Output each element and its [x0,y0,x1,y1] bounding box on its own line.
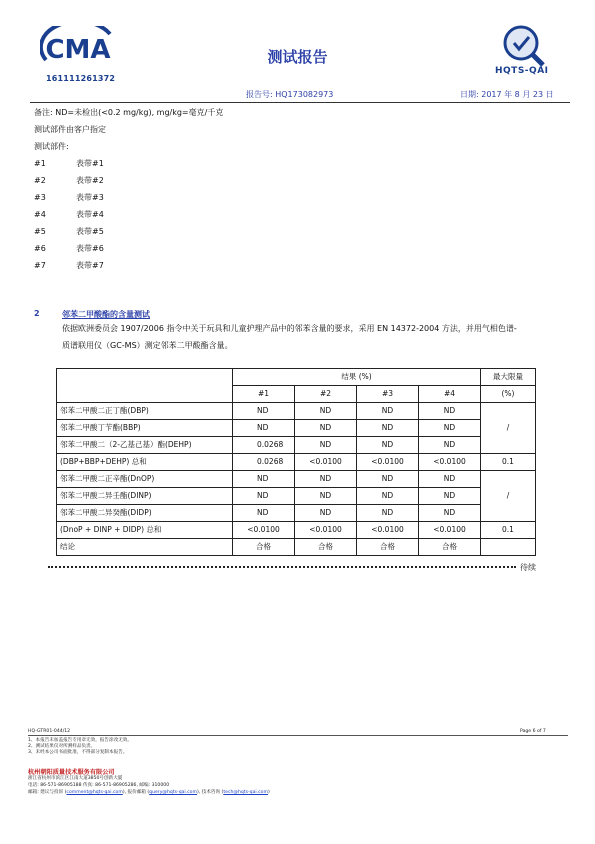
query-email-link[interactable]: query@hqts-qai.com [149,790,197,795]
company-name: 杭州朝阳质量技术服务有限公司 [28,769,115,776]
tech-email-link[interactable]: tech@hqts-qai.com [223,790,268,795]
result-cell: <0.0100 [357,454,419,471]
section-description-line1: 依据欧洲委员会 1907/2006 指令中关于玩具和儿童护理产品中的邻苯含量的要求，采用 EN 14372-2004 方法，并用气相色谱- [62,324,517,333]
limit-header: 最大限量 [481,369,536,386]
footer-note: 1、本报告未加盖报告专用章无效，报告涂改无效。 [28,738,132,743]
table-row [57,522,536,539]
result-cell: ND [233,420,295,437]
cma-number: 161111261372 [46,74,116,83]
page-number: Page 6 of 7 [520,729,546,734]
result-cell: <0.0100 [233,522,295,539]
part-id: #4 [34,210,46,219]
part-name: 表带#1 [76,159,104,168]
continued-label: 待续 [520,563,536,572]
column-header: #2 [295,386,357,403]
table-row [57,420,536,437]
column-header: #4 [419,386,481,403]
result-cell: ND [419,471,481,488]
section-title: 邻苯二甲酸酯的含量测试 [62,310,150,319]
section-number: 2 [34,309,40,318]
table-row [57,454,536,471]
table-row [57,505,536,522]
footer-divider [28,735,568,736]
row-label: 邻苯二甲酸二正辛酯(DnOP) [57,471,233,488]
complaint-email-link[interactable]: comment@hqts-qai.com [66,790,123,795]
result-cell: ND [233,505,295,522]
result-cell: ND [357,437,419,454]
result-cell: ND [233,488,295,505]
result-cell: <0.0100 [419,522,481,539]
hqts-logo-text: HQTS-QAI [495,66,549,76]
table-row [57,539,536,556]
result-cell: ND [419,437,481,454]
result-cell: 合格 [295,539,357,556]
part-name: 表带#3 [76,193,104,202]
result-cell: ND [419,403,481,420]
limit-unit-header: (%) [481,386,536,403]
result-cell: <0.0100 [357,522,419,539]
part-id: #7 [34,261,46,270]
part-name: 表带#5 [76,227,104,236]
remark-note: 备注: ND=未检出(<0.2 mg/kg), mg/kg=毫克/千克 [34,108,224,117]
result-cell: ND [357,505,419,522]
parts-label: 测试部件: [34,142,69,151]
phthalate-results-table [56,368,536,556]
dotted-separator [48,566,516,568]
column-header: #3 [357,386,419,403]
email-suffix: ) [267,790,270,795]
hqts-logo-icon [500,22,546,68]
limit-cell: / [481,471,536,522]
limit-cell: / [481,403,536,454]
table-row [57,471,536,488]
svg-text:CMA: CMA [45,35,111,65]
result-cell: ND [357,420,419,437]
limit-cell [481,539,536,556]
section-description-line2: 质谱联用仪（GC-MS）测定邻苯二甲酸酯含量。 [62,341,233,350]
footer-note: 2、测试结果仅对所测样品负责。 [28,744,96,749]
part-id: #1 [34,159,46,168]
page-title: 测试报告 [267,48,328,66]
part-name: 表带#4 [76,210,104,219]
row-label: 邻苯二甲酸二（2-乙基己基）酯(DEHP) [57,437,233,454]
result-cell: 0.0268 [233,437,295,454]
company-address: 浙江省杭州市滨江区江南大道3850号创新大厦 [28,776,123,781]
result-cell: ND [357,471,419,488]
result-cell: 合格 [357,539,419,556]
form-number: HQ-GTR01-044/12 [28,729,71,734]
result-cell: ND [295,488,357,505]
header-divider [30,102,570,103]
limit-cell: 0.1 [481,454,536,471]
report-date: 日期: 2017 年 8 月 23 日 [460,90,554,99]
part-name: 表带#2 [76,176,104,185]
company-emails [28,790,270,796]
email-separator: ), 技术咨询 ( [196,790,224,795]
results-header: 结果 (%) [233,369,481,386]
column-header: #1 [233,386,295,403]
row-label: 邻苯二甲酸二正丁酯(DBP) [57,403,233,420]
table-row [57,488,536,505]
row-label: 邻苯二甲酸二异壬酯(DINP) [57,488,233,505]
result-cell: ND [295,420,357,437]
result-cell: ND [357,488,419,505]
part-id: #3 [34,193,46,202]
table-row [57,403,536,420]
limit-cell: 0.1 [481,522,536,539]
part-id: #6 [34,244,46,253]
row-label: (DBP+BBP+DEHP) 总和 [57,454,233,471]
result-cell: <0.0100 [419,454,481,471]
result-cell: ND [419,488,481,505]
part-id: #5 [34,227,46,236]
table-header-blank [57,369,233,403]
result-cell: ND [233,471,295,488]
row-label: 结论 [57,539,233,556]
company-phone: 电话: 86-571-86905188 传真: 86-571-86905286, 邮编: 310000 [28,783,170,788]
result-cell: 合格 [233,539,295,556]
part-name: 表带#7 [76,261,104,270]
result-cell: ND [357,403,419,420]
result-cell: ND [295,403,357,420]
result-cell: 合格 [419,539,481,556]
email-separator: ), 报价邮箱 ( [122,790,150,795]
report-number: 报告号: HQ173082973 [246,90,334,99]
email-prefix: 邮箱: 建议与投诉 ( [28,790,67,795]
row-label: 邻苯二甲酸丁苄酯(BBP) [57,420,233,437]
result-cell: 0.0268 [233,454,295,471]
result-cell: ND [295,437,357,454]
client-spec-note: 测试部件由客户指定 [34,125,106,134]
row-label: (DnoP + DINP + DIDP) 总和 [57,522,233,539]
part-id: #2 [34,176,46,185]
result-cell: <0.0100 [295,522,357,539]
table-header-row [57,369,536,386]
result-cell: ND [233,403,295,420]
result-cell: ND [295,471,357,488]
result-cell: ND [419,505,481,522]
row-label: 邻苯二甲酸二异癸酯(DIDP) [57,505,233,522]
part-name: 表带#6 [76,244,104,253]
footer-note: 3、未经本公司书面批准，不得部分复制本报告。 [28,750,128,755]
table-row [57,437,536,454]
result-cell: ND [419,420,481,437]
result-cell: <0.0100 [295,454,357,471]
result-cell: ND [295,505,357,522]
